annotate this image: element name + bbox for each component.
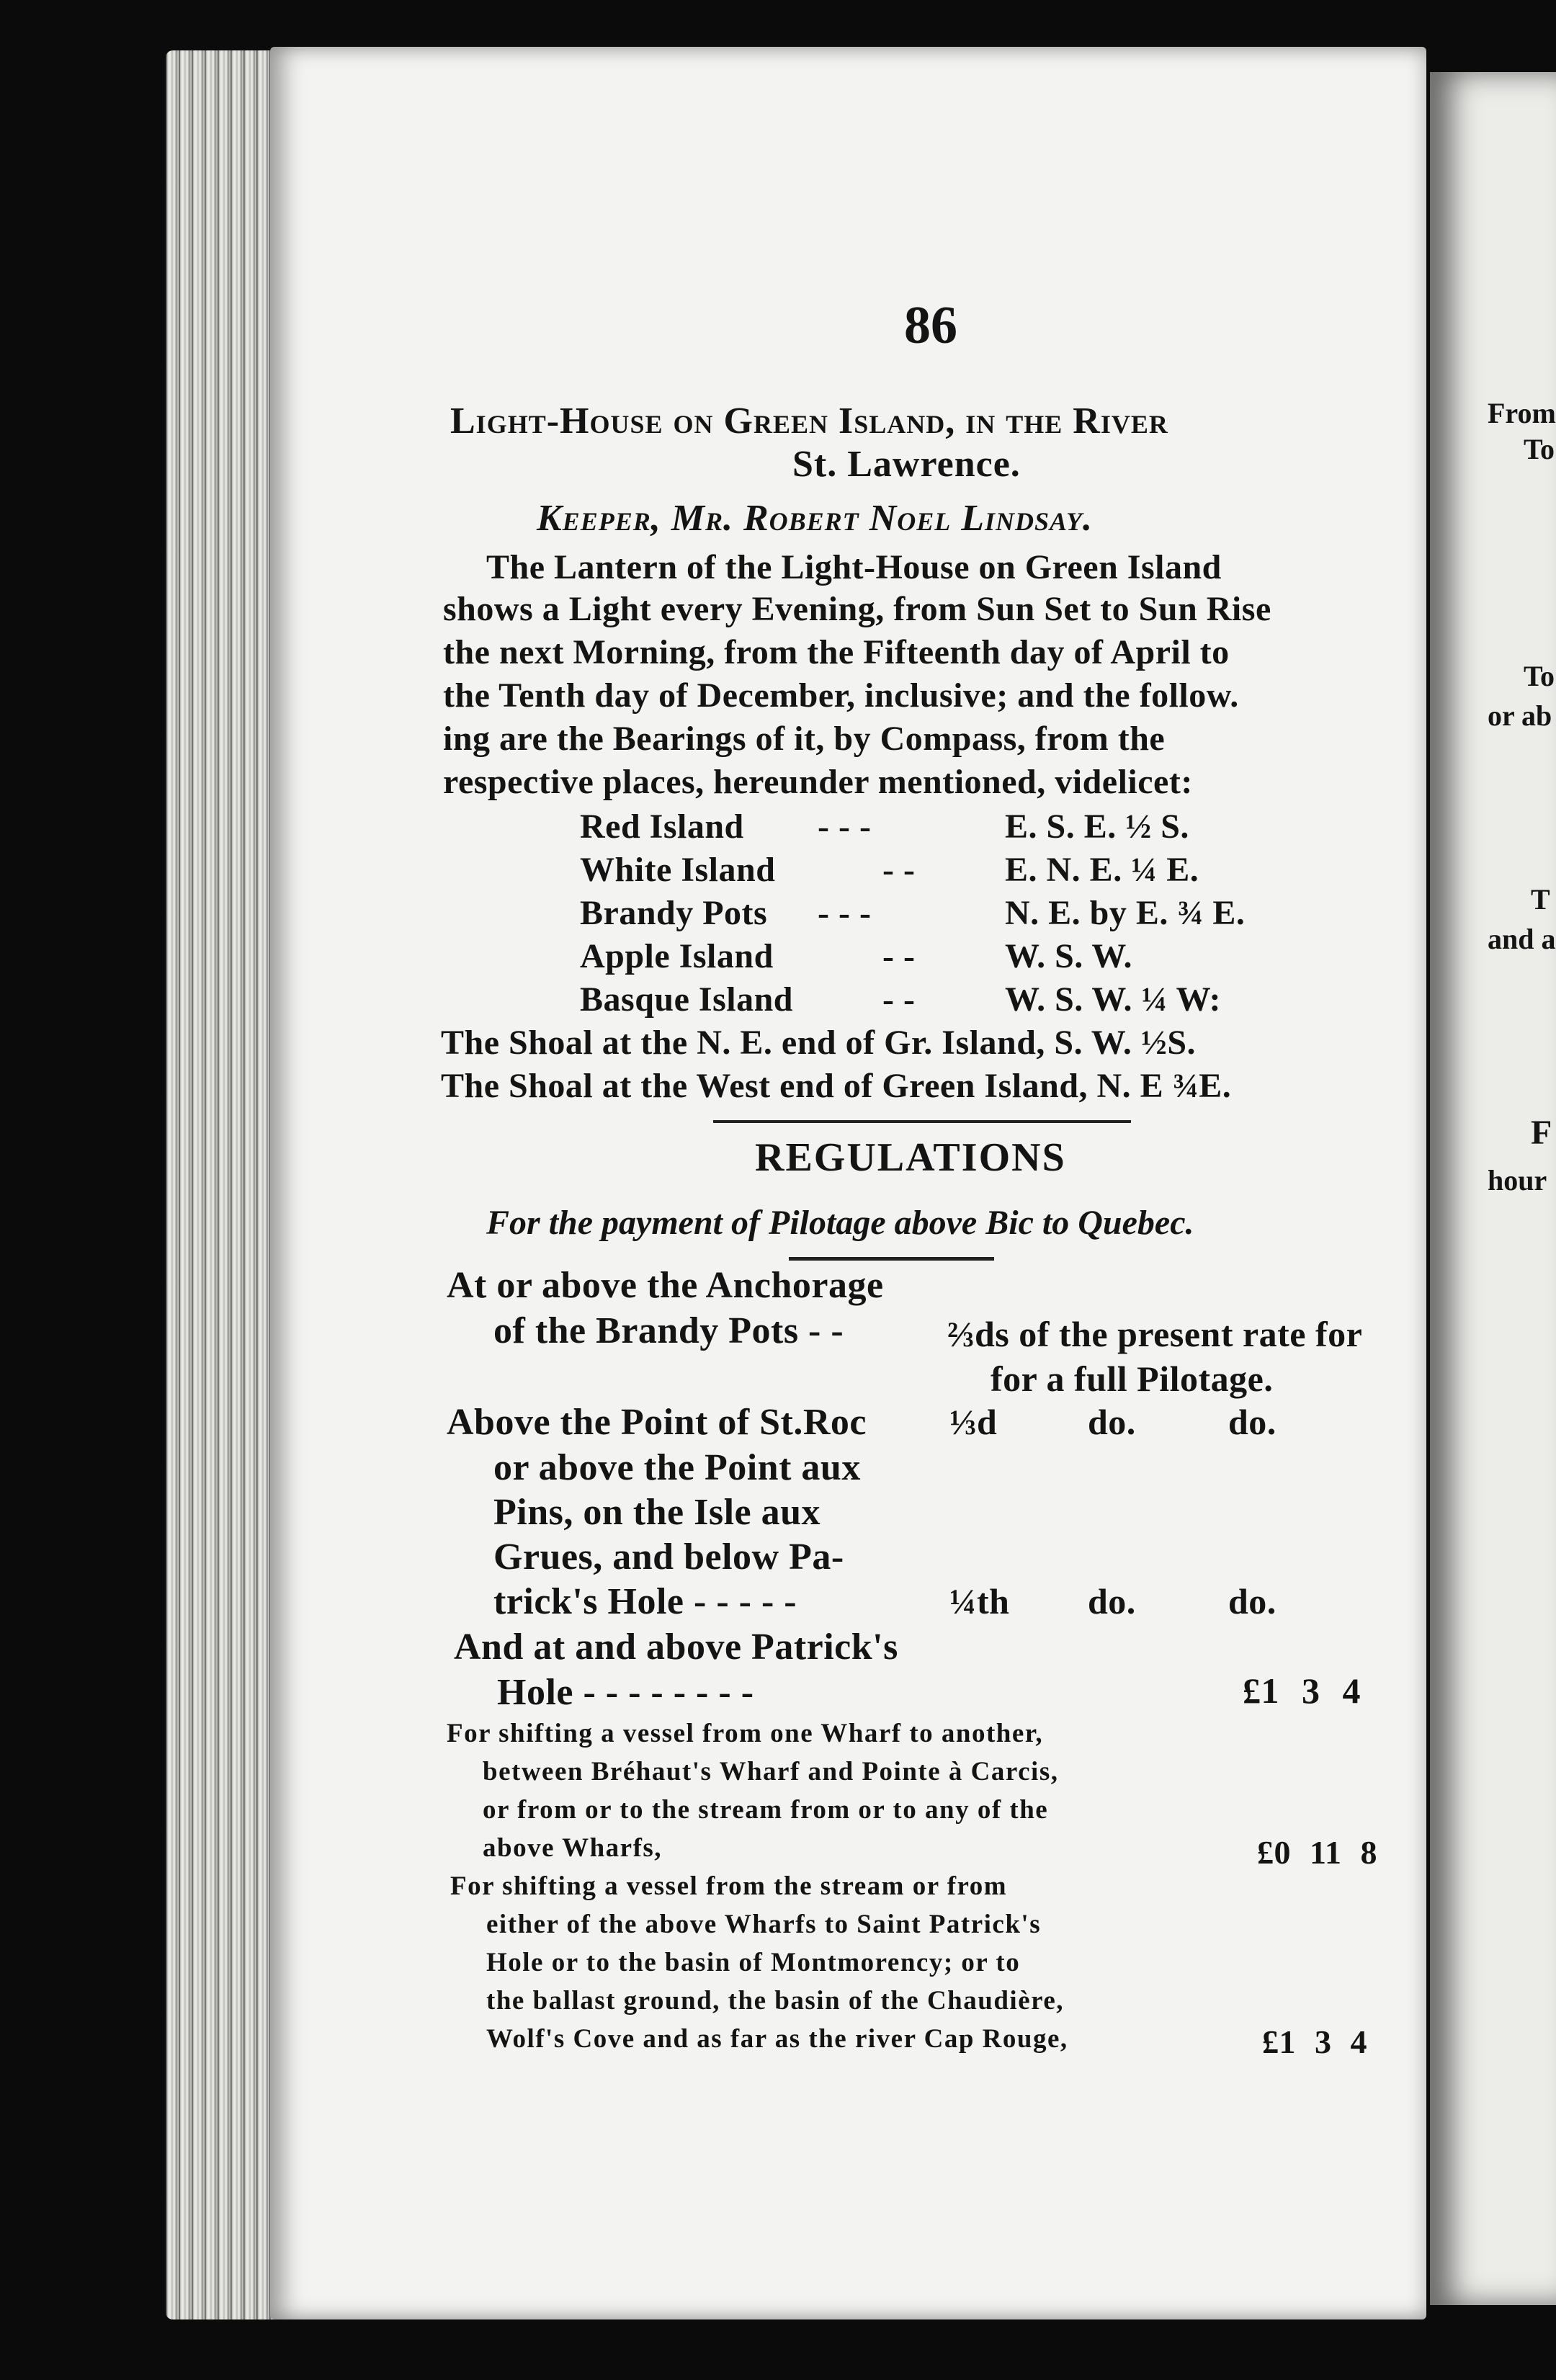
facing-page-fragment: To [1524, 433, 1555, 465]
rate-label: Grues, and below Pa- [493, 1536, 844, 1578]
bearing-dashes: - - [882, 937, 916, 975]
paragraph-line: shows a Light every Evening, from Sun Set to Sun Rise [443, 590, 1271, 628]
bearing-place: White Island [580, 851, 776, 889]
rate-value: ⅔ds of the present rate for [947, 1314, 1363, 1354]
rate-label: Pins, on the Isle aux [493, 1492, 821, 1533]
section-title-continued: St. Lawrence. [792, 444, 1021, 485]
rate-value: for a full Pilotage. [991, 1359, 1274, 1399]
section-title: Light-House on Green Island, in the River [450, 401, 1168, 442]
short-rule [789, 1257, 994, 1261]
bearing-value: W. S. W. [1005, 937, 1133, 975]
rate-fraction: ¼th [949, 1581, 1010, 1621]
shifting-line: Wolf's Cove and as far as the river Cap Rouge, [486, 2024, 1068, 2054]
rate-ditto: do. [1088, 1402, 1136, 1442]
bearing-dashes: - - - [818, 894, 872, 932]
shifting-line: Hole or to the basin of Montmorency; or to [486, 1948, 1021, 1977]
bearing-dashes: - - - [818, 808, 872, 846]
rate-label: trick's Hole - - - - - [493, 1581, 797, 1622]
bearing-value: N. E. by E. ¾ E. [1005, 894, 1246, 932]
rate-fraction: ⅓d [949, 1402, 998, 1442]
rate-ditto: do. [1088, 1581, 1136, 1621]
facing-page-fragment: or ab [1488, 699, 1552, 732]
decorative-rule [713, 1120, 1131, 1123]
regulations-subheading: For the payment of Pilotage above Bic to Quebec. [486, 1204, 1194, 1242]
bearing-place: Apple Island [580, 937, 774, 975]
facing-page-fragment: F [1531, 1114, 1552, 1152]
shifting-line: or from or to the stream from or to any of the [483, 1795, 1049, 1825]
bearing-dashes: - - [882, 980, 916, 1019]
book-page-edges [166, 50, 281, 2319]
regulations-heading: REGULATIONS [755, 1135, 1066, 1180]
bearing-value: E. N. E. ¼ E. [1005, 851, 1199, 889]
bearing-place: Red Island [580, 808, 744, 846]
facing-page-fragment: hour [1488, 1164, 1547, 1196]
shifting-line: either of the above Wharfs to Saint Patrick's [486, 1910, 1042, 1939]
rate-amount: £1 3 4 [1243, 1670, 1361, 1711]
paragraph-line: the next Morning, from the Fifteenth day of April to [443, 633, 1230, 671]
paragraph-line: respective places, hereunder mentioned, videlicet: [443, 763, 1193, 801]
shifting-line: between Bréhaut's Wharf and Pointe à Carcis, [483, 1757, 1059, 1786]
bearing-value: W. S. W. ¼ W: [1005, 980, 1221, 1019]
paragraph-line: the Tenth day of December, inclusive; and the follow. [443, 676, 1239, 715]
shifting-amount: £0 11 8 [1257, 1834, 1377, 1871]
rate-label: or above the Point aux [493, 1447, 861, 1488]
shifting-line: above Wharfs, [483, 1833, 663, 1863]
shifting-amount: £1 3 4 [1262, 2023, 1367, 2060]
page-number: 86 [904, 296, 957, 355]
rate-label: of the Brandy Pots - - [493, 1310, 844, 1351]
facing-page-fragment: and a [1488, 923, 1556, 955]
shifting-line: the ballast ground, the basin of the Chaudière, [486, 1986, 1065, 2016]
facing-page-fragment: To [1524, 660, 1555, 692]
bearing-value: E. S. E. ½ S. [1005, 808, 1189, 846]
rate-ditto: do. [1228, 1581, 1276, 1621]
rate-label: And at and above Patrick's [454, 1627, 898, 1668]
book-page [270, 47, 1426, 2319]
shoal-line: The Shoal at the West end of Green Island, N. E ¾E. [441, 1067, 1232, 1105]
bearing-dashes: - - [882, 851, 916, 889]
shoal-line: The Shoal at the N. E. end of Gr. Island, S. W. ½S. [441, 1024, 1197, 1062]
facing-page-fragment: From [1488, 397, 1556, 429]
rate-label: Hole - - - - - - - - [497, 1672, 754, 1713]
shifting-line: For shifting a vessel from the stream or from [450, 1871, 1008, 1901]
paragraph-line: The Lantern of the Light-House on Green Island [486, 548, 1222, 586]
rate-label: Above the Point of St.Roc [447, 1402, 867, 1443]
paragraph-line: ing are the Bearings of it, by Compass, from the [443, 720, 1166, 758]
facing-page-fragment: T [1531, 883, 1550, 916]
bearing-place: Basque Island [580, 980, 793, 1019]
rate-ditto: do. [1228, 1402, 1276, 1442]
bearing-place: Brandy Pots [580, 894, 768, 932]
keeper-line: Keeper, Mr. Robert Noel Lindsay. [537, 498, 1094, 539]
rate-label: At or above the Anchorage [447, 1265, 884, 1306]
shifting-line: For shifting a vessel from one Wharf to another, [447, 1719, 1044, 1748]
